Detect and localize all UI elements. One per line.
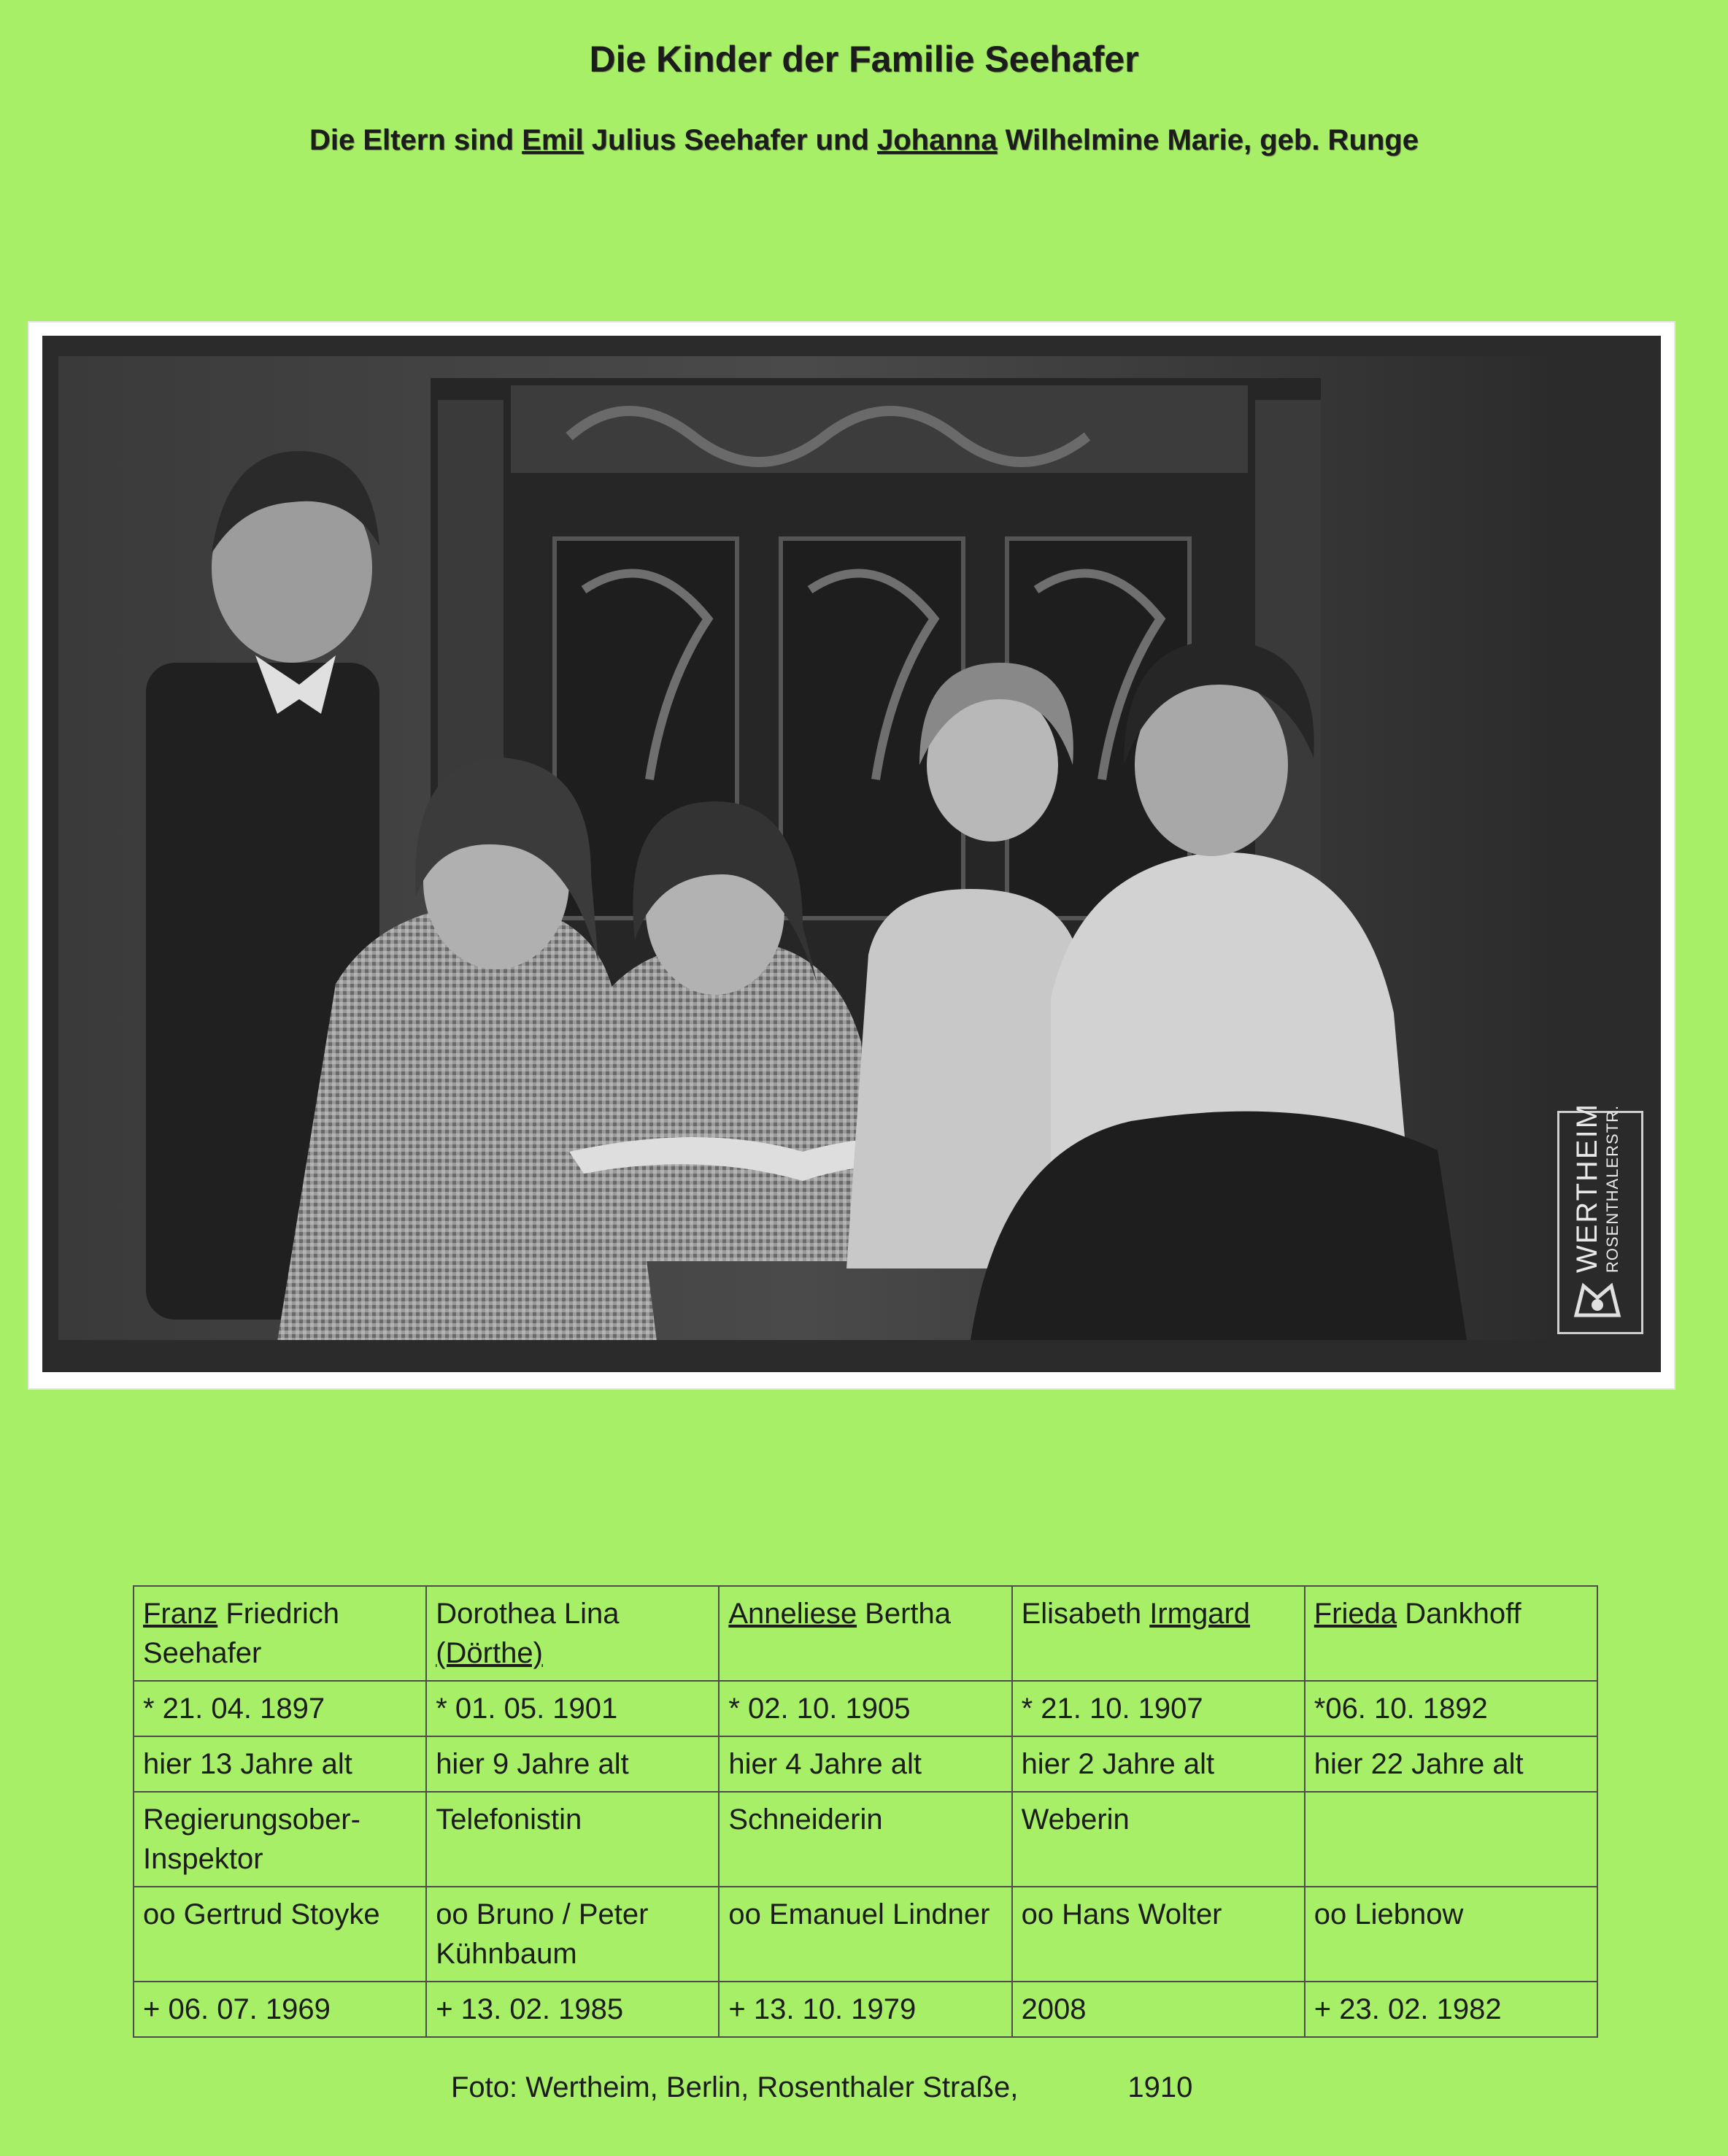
stamp-name: WERTHEIM (1571, 1102, 1603, 1273)
birth-cell: * 02. 10. 1905 (719, 1681, 1011, 1736)
spouse-cell: oo Bruno / Peter Kühnbaum (426, 1887, 719, 1982)
parents-line (0, 124, 1728, 157)
profession-cell: Schneiderin (719, 1792, 1011, 1887)
profession-cell: Telefonistin (426, 1792, 719, 1887)
spouse-cell: oo Gertrud Stoyke (134, 1887, 426, 1982)
profession-cell: Regierungsober-Inspektor (134, 1792, 426, 1887)
photo-caption (451, 2071, 1192, 2104)
name-cell-dorothea (426, 1586, 719, 1681)
profession-cell: Weberin (1012, 1792, 1305, 1887)
name-rest: Dankhoff (1397, 1598, 1521, 1630)
father-first-name: Emil (522, 124, 584, 156)
spouse-cell: oo Emanuel Lindner (719, 1887, 1011, 1982)
name-rest: Dorothea Lina (436, 1598, 620, 1630)
death-cell: + 06. 07. 1969 (134, 1982, 426, 2037)
spouse-cell: oo Hans Wolter (1012, 1887, 1305, 1982)
name-underlined: Anneliese (728, 1598, 857, 1630)
table-row-birth (134, 1681, 1597, 1736)
name-cell-frieda (1305, 1586, 1597, 1681)
page-title: Die Kinder der Familie Seehafer (589, 39, 1139, 80)
death-cell: + 23. 02. 1982 (1305, 1982, 1597, 2037)
mother-rest: Wilhelmine Marie, geb. Runge (997, 124, 1419, 156)
name-rest: Bertha (857, 1598, 952, 1630)
name-underlined: Franz (143, 1598, 218, 1630)
death-cell: + 13. 02. 1985 (426, 1982, 719, 2037)
caption-text: Foto: Wertheim, Berlin, Rosenthaler Straße, (451, 2071, 1019, 2103)
age-cell: hier 13 Jahre alt (134, 1736, 426, 1792)
age-cell: hier 9 Jahre alt (426, 1736, 719, 1792)
name-rest: Elisabeth (1021, 1598, 1150, 1630)
children-table (133, 1585, 1598, 2038)
birth-cell: * 21. 10. 1907 (1012, 1681, 1305, 1736)
stamp-street: ROSENTHALERSTR. (1603, 1104, 1621, 1273)
name-underlined: Irmgard (1149, 1598, 1251, 1630)
table-row-profession (134, 1792, 1597, 1887)
mother-first-name: Johanna (877, 124, 998, 156)
birth-cell: * 01. 05. 1901 (426, 1681, 719, 1736)
table-row-age (134, 1736, 1597, 1792)
table-row-spouse (134, 1887, 1597, 1982)
profession-cell (1305, 1792, 1597, 1887)
stamp-crest-icon (1570, 1279, 1624, 1321)
caption-year: 1910 (1127, 2071, 1193, 2103)
name-nickname: (Dörthe) (436, 1637, 543, 1669)
name-rest: Friedrich Seehafer (143, 1598, 339, 1669)
parents-prefix: Die Eltern sind (309, 124, 522, 156)
name-underlined: Frieda (1314, 1598, 1397, 1630)
father-rest: Julius Seehafer und (583, 124, 877, 156)
death-cell: 2008 (1012, 1982, 1305, 2037)
death-cell: + 13. 10. 1979 (719, 1982, 1011, 2037)
name-cell-franz (134, 1586, 426, 1681)
table-row-death (134, 1982, 1597, 2037)
table-row-names (134, 1586, 1597, 1681)
birth-cell: *06. 10. 1892 (1305, 1681, 1597, 1736)
birth-cell: * 21. 04. 1897 (134, 1681, 426, 1736)
age-cell: hier 2 Jahre alt (1012, 1736, 1305, 1792)
name-cell-anneliese (719, 1586, 1011, 1681)
age-cell: hier 22 Jahre alt (1305, 1736, 1597, 1792)
age-cell: hier 4 Jahre alt (719, 1736, 1011, 1792)
family-photo (58, 356, 1547, 1340)
spouse-cell: oo Liebnow (1305, 1887, 1597, 1982)
cabinet-crest (511, 385, 1248, 473)
name-cell-elisabeth (1012, 1586, 1305, 1681)
